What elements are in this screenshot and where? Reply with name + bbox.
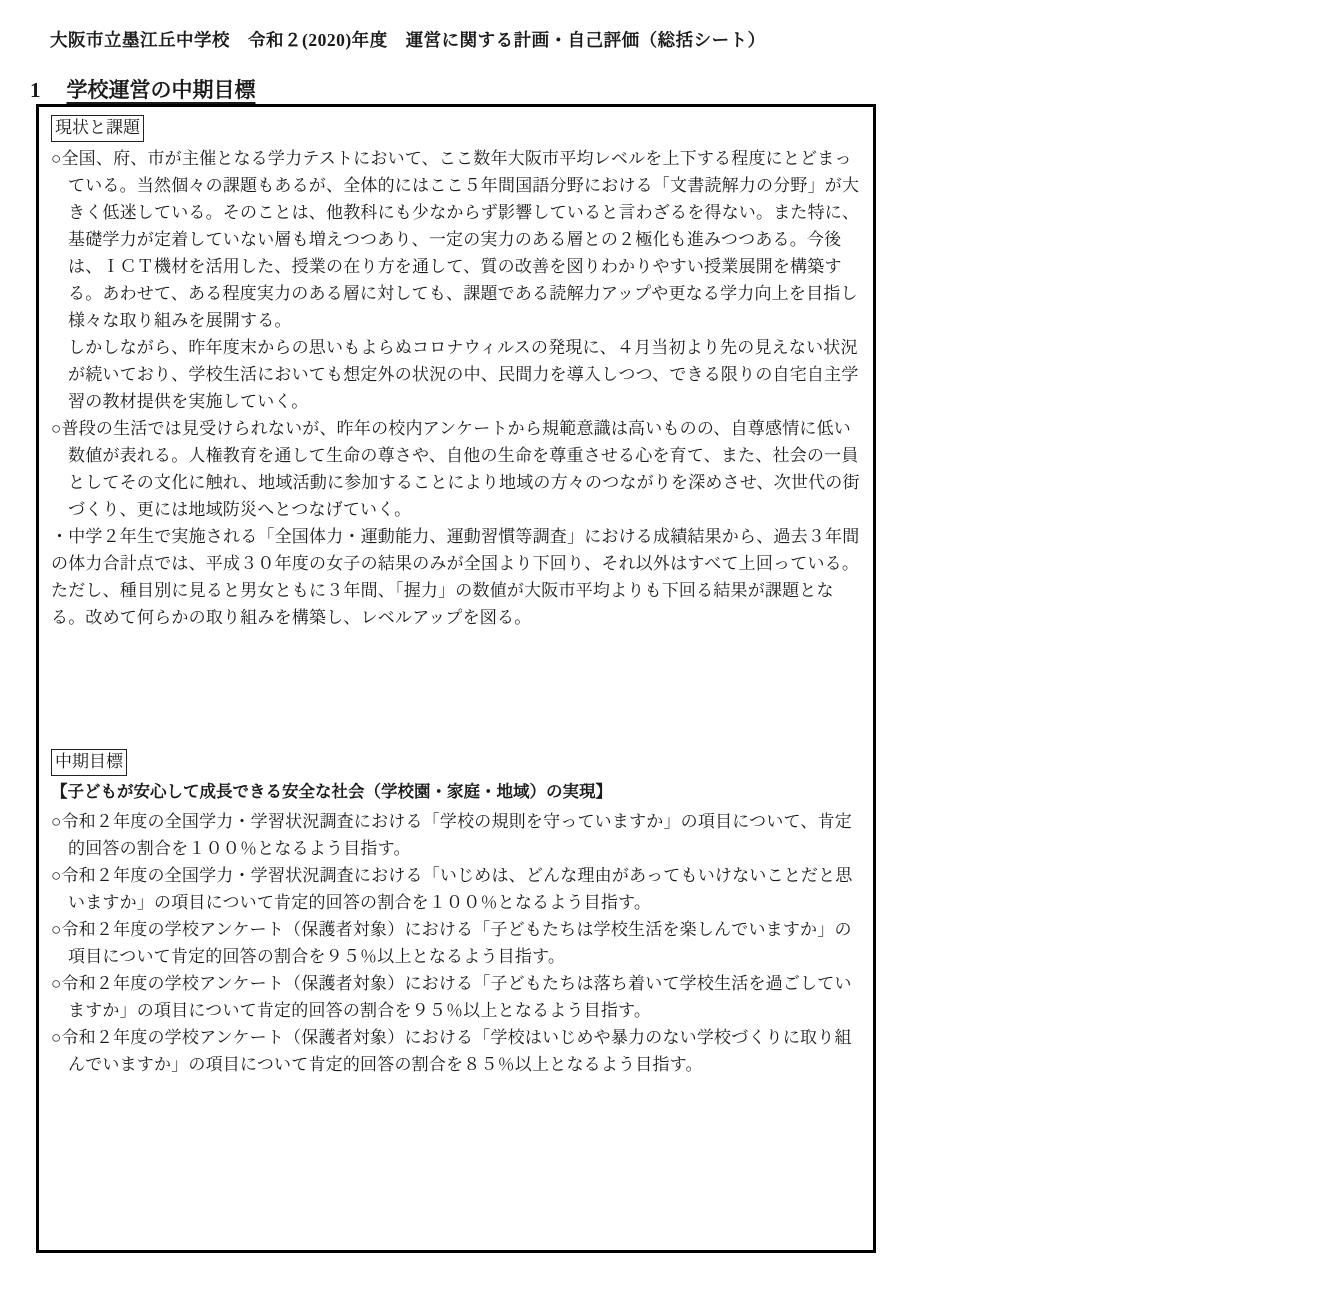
status-issues-label: 現状と課題 — [51, 115, 144, 142]
document-title: 大阪市立墨江丘中学校 令和２(2020)年度 運営に関する計画・自己評価（総括シート） — [50, 30, 766, 50]
midterm-goal-item: ○令和２年度の全国学力・学習状況調査における「いじめは、どんな理由があってもいけないことだと思いますか」の項目について肯定的回答の割合を１００％となるよう目指す。 — [51, 866, 853, 912]
status-paragraph: しかしながら、昨年度末からの思いもよらぬコロナウィルスの発現に、４月当初より先の見えない状況が続いており、学校生活においても想定外の状況の中、民間力を導入しつつ、できる限りの自宅自主学習の教材提供を実施していく。 — [68, 338, 859, 411]
status-issues-body — [51, 145, 861, 631]
midterm-goals-label: 中期目標 — [51, 749, 127, 776]
section-heading-text: 学校運営の中期目標 — [66, 78, 256, 102]
midterm-goal-item: ○令和２年度の全国学力・学習状況調査における「学校の規則を守っていますか」の項目について、肯定的回答の割合を１００％となるよう目指す。 — [51, 812, 852, 858]
section-heading — [30, 74, 256, 104]
status-paragraph: ○普段の生活では見受けられないが、昨年の校内アンケートから規範意識は高いものの、自尊感情に低い数値が表れる。人権教育を通して生命の尊さや、自他の生命を尊重させる心を育て、また、社会の一員としてその文化に触れ、地域活動に参加することにより地域の方々のつながりを深めさせ、次世代の街づくり、更には地域防災へとつなげていく。 — [51, 419, 860, 519]
summary-box — [36, 104, 876, 1253]
midterm-goal-item: ○令和２年度の学校アンケート（保護者対象）における「学校はいじめや暴力のない学校づくりに取り組んでいますか」の項目について肯定的回答の割合を８５％以上となるよう目指す。 — [51, 1028, 852, 1074]
midterm-goals-list — [51, 808, 861, 1078]
section-number: 1 — [30, 78, 41, 102]
midterm-vision-heading: 【子どもが安心して成長できる安全な社会（学校園・家庭・地域）の実現】 — [51, 783, 612, 801]
midterm-goal-item: ○令和２年度の学校アンケート（保護者対象）における「子どもたちは落ち着いて学校生活を過ごしていますか」の項目について肯定的回答の割合を９５％以上となるよう目指す。 — [51, 974, 852, 1020]
status-paragraph: ・中学２年生で実施される「全国体力・運動能力、運動習慣等調査」における成績結果から、過去３年間の体力合計点では、平成３０年度の女子の結果のみが全国より下回り、それ以外はすべて上回っている。ただし、種目別に見ると男女ともに３年間、「握力」の数値が大阪市平均よりも下回る結果が課題となる。改めて何らかの取り組みを構築し、レベルアップを図る。 — [51, 527, 860, 627]
midterm-goals-section — [51, 749, 861, 1078]
midterm-goal-item: ○令和２年度の学校アンケート（保護者対象）における「子どもたちは学校生活を楽しんでいますか」の項目について肯定的回答の割合を９５％以上となるよう目指す。 — [51, 920, 852, 966]
status-paragraph: ○全国、府、市が主催となる学力テストにおいて、ここ数年大阪市平均レベルを上下する程度にとどまっている。当然個々の課題もあるが、全体的にはここ５年間国語分野における「文書読解力の分野」が大きく低迷している。そのことは、他教科にも少なからず影響していると言わざるを得ない。また特に、基礎学力が定着していない層も増えつつあり、一定の実力のある層との２極化も進みつつある。今後は、ＩＣＴ機材を活用した、授業の在り方を通して、質の改善を図りわかりやすい授業展開を構築する。あわせて、ある程度実力のある層に対しても、課題である読解力アップや更なる学力向上を目指し様々な取り組みを展開する。 — [51, 149, 860, 330]
